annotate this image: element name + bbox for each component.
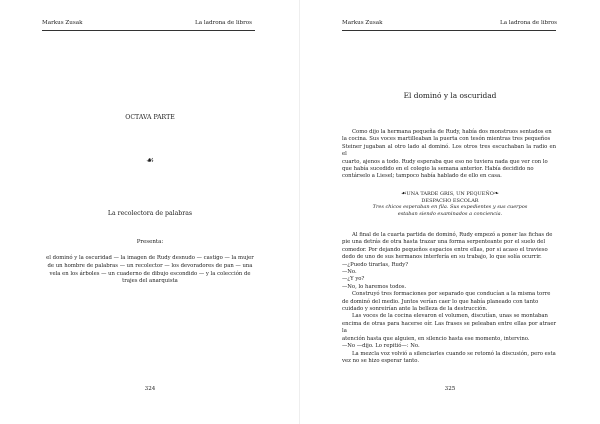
dialogue-line: —¿Puedo tirarlas, Rudy? [342,261,409,268]
boxed-note [360,191,540,217]
header-book-title: La ladrona de libros [500,20,558,26]
header-rule [342,30,556,31]
header-rule [42,30,255,31]
box-title-line: DESPACHO ESCOLAR [421,197,479,204]
text-line: encima de otras para hacerse oír. Las frases se peleaban entre ellas por atraer la [342,320,556,335]
text-line: que había sucedido en el colegio la semana anterior. Había decidido no [342,166,534,173]
header-author: Markus Zusak [42,20,83,26]
dialogue-line: —No. [342,269,357,276]
dialogue-line: —¿Y yo? [342,276,365,283]
paragraph [342,232,556,365]
page-number: 325 [444,386,456,392]
fleuron-ornament-icon: ❧ [493,190,499,197]
fleuron-ornament-icon: ☙ [401,190,407,197]
fleuron-ornament-icon: ☙ [145,156,155,166]
text-line: La mezcla voz volvió a silenciarles cuando se retomó la discusión, pero esta [352,350,556,357]
part-title: OCTAVA PARTE [125,114,175,121]
contents-line: de un hombre de palabras — un recolector — los devoradores de pan — una [47,262,253,269]
box-title-line: UNA TARDE GRIS, UN PEQUEÑO [406,191,494,197]
chapter-title: El dominó y la oscuridad [403,91,497,100]
text-line: Steiner jugaban al otro lado al dominó. Los otros tres escuchaban la radio en el [342,143,556,158]
contents-line: vela en los árboles — un cuaderno de dibujo escondido — y la colección de [49,270,251,277]
dialogue-line: —No, lo haremos todos. [342,283,407,290]
header-author: Markus Zusak [342,20,383,26]
text-line: comedor. Por dejando pequeños espacios entre ellas, por si acaso el travieso [342,246,548,253]
text-line: Construyó tres formaciones por separado que conducían a la misma torre [352,291,551,298]
header-book-title: La ladrona de libros [195,20,253,26]
text-line: contárselo a Liesel; tampoco había hablado de ello en casa. [342,173,502,180]
text-line: Como dijo la hermana pequeña de Rudy, había dos monstruos sentados en [352,129,552,135]
text-line: de dominó del medio. Juntos verían caer lo que había planeado con tanto [342,298,539,305]
text-line: vez no se hizo esperar tanto. [342,357,420,364]
contents-line: el dominó y la oscuridad — la imagen de Rudy desnudo — castigo — la mujer [46,255,254,261]
dialogue-line: —No —dijo. Lo repitió—: No. [342,343,420,350]
box-title-row [360,191,540,198]
box-text-line: Tres chicos esperaban en fila. Sus expedientes y sus cuerpos [372,204,528,211]
paragraph [342,129,556,181]
text-line: Las voces de la cocina elevaron el volumen, discutían, unas se montaban [352,313,548,320]
presenta-label: Presenta: [136,239,164,245]
page-number: 324 [144,386,156,392]
part-contents [40,255,260,286]
text-line: cuarto, ajenos a todo. Rudy esperaba que eso no tuviera nada que ver con lo [342,158,548,165]
box-text-line: estaban siendo examinados a conciencia. [397,210,503,217]
right-page [300,0,600,424]
text-line: la cocina. Sus voces martilleaban la puerta con tesón mientras tres pequeños [342,136,551,143]
part-subtitle: La recolectora de palabras [107,210,193,217]
text-line: atención hasta que alguien, en silencio hasta ese momento, intervino. [342,335,530,342]
text-line: dedo de uno de sus hermanos interfería en su trabajo, lo que solía ocurrir. [342,254,542,261]
contents-line: trajes del anarquista [122,278,178,285]
text-line: cuidado y sonreirían ante la belleza de la destrucción. [342,306,488,313]
text-line: pie una detrás de otra hasta trazar una forma serpenteante por el suelo del [342,239,546,246]
text-line: Al final de la cuarta partida de dominó, Rudy empezó a poner las fichas de [352,232,553,238]
